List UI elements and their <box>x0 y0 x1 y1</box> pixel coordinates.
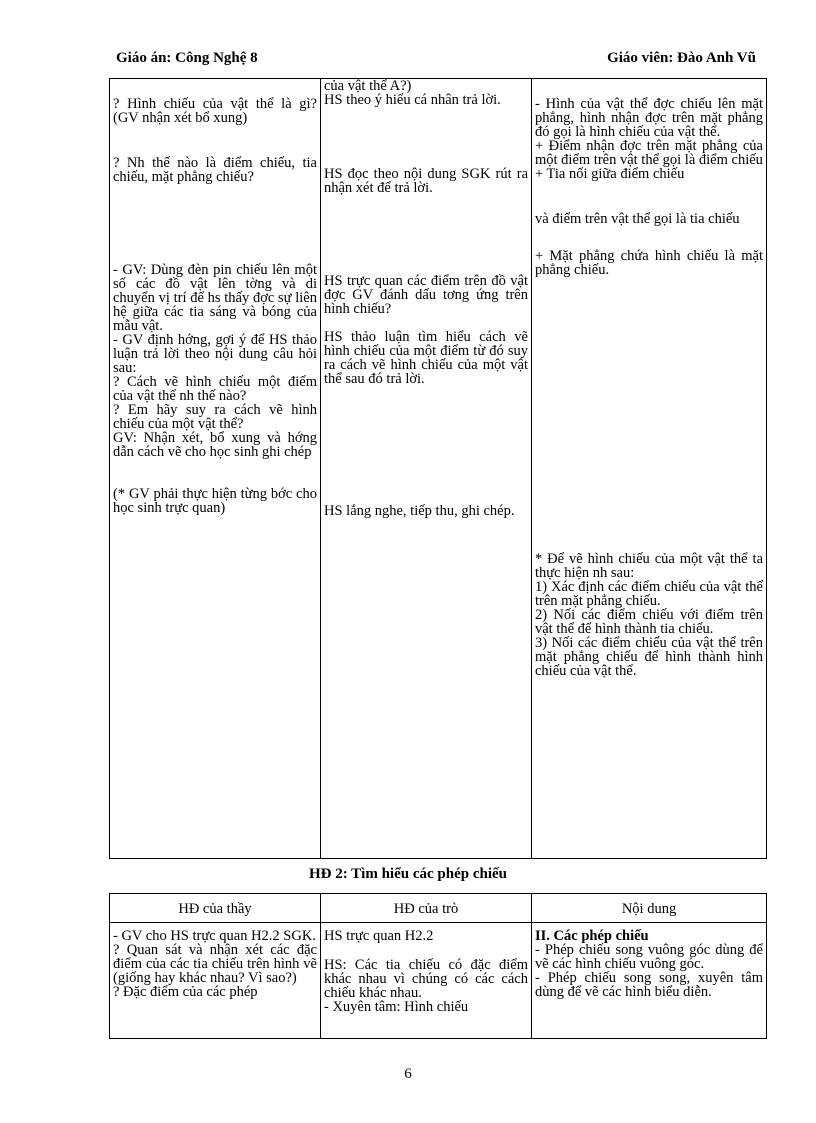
lesson-table-1 <box>109 78 767 859</box>
header-content: Nội dung <box>532 894 767 923</box>
header-student: HĐ của trò <box>321 894 532 923</box>
student-activity-b: HS: Các tia chiếu có đặc điểm khác nhau vì chúng có các cách chiếu khác nhau. - Xuyên tâm: Hình chiếu <box>324 957 528 1015</box>
student-activity-5: HS lắng nghe, tiếp thu, ghi chép. <box>324 503 515 519</box>
page-header <box>116 50 756 70</box>
content-steps: * Để vẽ hình chiếu của một vật thể ta thực hiện nh sau: 1) Xác định các điểm chiếu của vật thể trên mặt phẳng chiếu. 2) Nối các điểm chiếu với điểm trên vật thể để hình thành tia chiếu. 3) Nối các điểm chiếu của vật thể trên mặt phẳng chiếu để hình thành hình chiếu của vật thể. <box>535 551 763 679</box>
student-activity-cell <box>321 79 532 859</box>
student-activity-cell-2 <box>321 923 532 1039</box>
student-activity-1: của vật thể A?) HS theo ý hiểu cá nhân trả lời. <box>324 78 501 108</box>
student-activity-4: HS thảo luận tìm hiểu cách vẽ hình chiếu của một điểm từ đó suy ra cách vẽ hình chiếu của một vật thể sau đó trả lời. <box>324 329 528 387</box>
student-activity-a: HS trực quan H2.2 <box>324 928 434 944</box>
teacher-activity-cell-2 <box>110 923 321 1039</box>
lesson-table-2 <box>109 893 767 1039</box>
header-teacher: HĐ của thầy <box>110 894 321 923</box>
content-section-title: II. Các phép chiếu <box>535 928 649 944</box>
teacher-name: Giáo viên: Đào Anh Vũ <box>607 50 756 66</box>
teacher-activity-cell <box>110 79 321 859</box>
student-activity-2: HS đọc theo nội dung SGK rút ra nhận xét để trả lời. <box>324 166 528 196</box>
student-activity-3: HS trực quan các điểm trên đồ vật đợc GV đánh dấu tơng ứng trên hình chiếu? <box>324 273 528 317</box>
teacher-question-2: ? Nh thế nào là điểm chiếu, tia chiếu, mặt phẳng chiếu? <box>113 155 317 185</box>
content-definition-1: - Hình của vật thể đợc chiếu lên mặt phẳng, hình nhận đợc trên mặt phẳng đó gọi là hình chiếu của vật thể. + Điểm nhận đợc trên mặt phẳng của một điểm trên vật thể gọi là điểm chiếu + Tia nối giữa điểm chiếu <box>535 96 763 182</box>
teacher-note: (* GV phải thực hiện từng bớc cho học sinh trực quan) <box>113 486 317 516</box>
subject-title: Giáo án: Công Nghệ 8 <box>116 50 258 66</box>
teacher-question-1: ? Hình chiếu của vật thể là gì? (GV nhận xét bổ xung) <box>113 96 317 126</box>
section-2-title: HĐ 2: Tìm hiểu các phép chiếu <box>308 866 508 882</box>
teacher-activity-3: - GV: Dùng đèn pin chiếu lên một số các đồ vật lên tờng và di chuyển vị trí để hs thấy đợc sự liên hệ giữa các tia sáng và bóng của mẫu vật. - GV định hớng, gợi ý để HS thảo luận trả lời theo nội dung câu hỏi sau: ? Cách vẽ hình chiếu một điểm của vật thể nh thế nào? ? Em hãy suy ra cách vẽ hình chiếu của một vật thể? GV: Nhận xét, bổ xung và hớng dẫn cách vẽ cho học sinh ghi chép <box>113 262 317 460</box>
content-cell <box>532 79 767 859</box>
teacher-activity-text: - GV cho HS trực quan H2.2 SGK. ? Quan sát và nhận xét các đặc điểm của các tia chiếu trên hình vẽ (giống hay khác nhau? Vì sao?) ? Đặc điểm của các phép <box>113 928 317 1000</box>
content-definition-2: và điểm trên vật thể gọi là tia chiếu <box>535 211 740 227</box>
content-text: - Phép chiếu song vuông góc dùng để vẽ các hình chiếu vuông góc. - Phép chiếu song song, xuyên tâm dùng để vẽ các hình biểu diễn. <box>535 942 763 1000</box>
page-number: 6 <box>404 1066 412 1082</box>
content-definition-3: + Mặt phẳng chứa hình chiếu là mặt phẳng chiếu. <box>535 248 763 278</box>
content-cell-2 <box>532 923 767 1039</box>
